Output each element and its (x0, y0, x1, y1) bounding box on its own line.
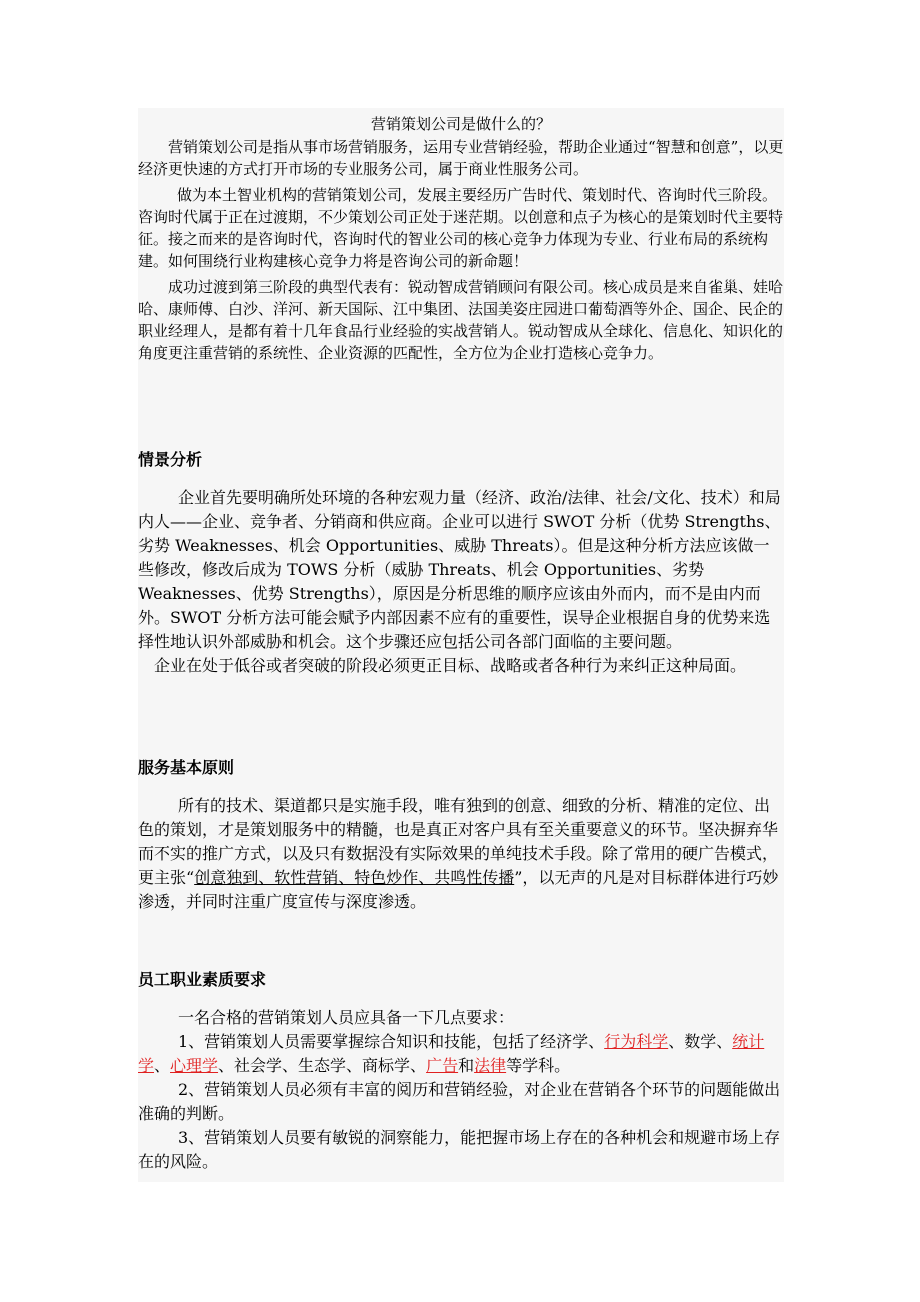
staff-requirements-section (138, 968, 784, 1174)
intro-paragraph-2: 做为本土智业机构的营销策划公司，发展主要经历广告时代、策划时代、咨询时代三阶段。咨询时代属于正在过渡期，不少策划公司正处于迷茫期。以创意和点子为核心的是策划时代主要特征。接之而来的是咨询时代，咨询时代的智业公司的核心竞争力体现为专业、行业布局的系统构建。如何围绕行业构建核心竞争力将是咨询公司的新命题！ (138, 186, 784, 270)
principles-text-before: 所有的技术、渠道都只是实施手段，唯有独到的创意、细致的分析、精准的定位、出色的策划，才是策划服务中的精髓，也是真正对客户具有至关重要意义的环节。坚决摒弃华而不实的推广方式，以及只有数据没有实际效果的单纯技术手段。除了常用的硬广告模式，更主张“ (138, 796, 779, 887)
principles-text-after: ”，以无声的凡是对目标群体进行巧妙渗透，并同时注重广度宣传与深度渗透。 (138, 868, 779, 911)
principles-link[interactable]: 创意独到、软性营销、特色炒作、共鸣性传播 (194, 868, 515, 887)
staff-item-1-separator: 、 (154, 1056, 171, 1075)
intro-paragraph-3: 成功过渡到第三阶段的典型代表有：锐动智成营销顾问有限公司。核心成员是来自雀巢、娃哈哈、康师傅、白沙、洋河、新天国际、江中集团、法国美姿庄园进口葡萄酒等外企、国企、民企的职业经理人，是都有着十几年食品行业经验的实战营销人。锐动智成从全球化、信息化、知识化的角度更注重营销的系统性、企业资源的匹配性，全方位为企业打造核心竞争力。 (138, 278, 784, 362)
principles-heading: 服务基本原则 (138, 758, 235, 777)
situation-body (138, 486, 784, 678)
staff-heading: 员工职业素质要求 (138, 970, 267, 989)
situation-heading: 情景分析 (138, 450, 203, 469)
staff-body (138, 1006, 784, 1174)
service-principles-section (138, 756, 784, 914)
principles-paragraph (138, 794, 784, 914)
intro-section (138, 136, 784, 368)
staff-item-1-text-d: 等学科。 (506, 1056, 571, 1075)
behavior-science-link[interactable]: 行为科学 (604, 1032, 669, 1051)
situation-analysis-section (138, 448, 784, 678)
staff-item-1-and: 和 (458, 1056, 475, 1075)
situation-paragraph-2: 企业在处于低谷或者突破的阶段必须更正目标、战略或者各种行为来纠正这种局面。 (154, 656, 747, 675)
staff-item-1-text-a: 1、营销策划人员需要掌握综合知识和技能，包括了经济学、 (178, 1032, 605, 1051)
situation-paragraph-1: 企业首先要明确所处环境的各种宏观力量（经济、政治/法律、社会/文化、技术）和局内人——企业、竞争者、分销商和供应商。企业可以进行 SWOT 分析（优势 Strengths、劣势 Weaknesses、机会 Opportunities、威胁 Threats）。但是这种分析方法应该做一些修改，修改后成为 TOWS 分析（威胁 Threats、机会 Opportunities、劣势 Weaknesses、优势 Strengths），原因是分析思维的顺序应该由外而内，而不是由内而外。SWOT 分析方法可能会赋予内部因素不应有的重要性，误导企业根据自身的优势来选择性地认识外部威胁和机会。这个步骤还应包括公司各部门面临的主要问题。 (138, 488, 781, 651)
statistics-link[interactable]: 统计学 (138, 1032, 765, 1075)
staff-lead: 一名合格的营销策划人员应具备一下几点要求： (178, 1008, 515, 1027)
psychology-link[interactable]: 心理学 (170, 1056, 219, 1075)
advertising-link[interactable]: 广告 (426, 1056, 459, 1075)
staff-item-3: 3、营销策划人员要有敏锐的洞察能力，能把握市场上存在的各种机会和规避市场上存在的风险。 (138, 1128, 781, 1171)
staff-item-2: 2、营销策划人员必须有丰富的阅历和营销经验，对企业在营销各个环节的问题能做出准确的判断。 (138, 1080, 781, 1123)
staff-item-1 (138, 1030, 784, 1078)
staff-item-1-text-b: 、数学、 (668, 1032, 733, 1051)
document-title: 营销策划公司是做什么的？ (370, 115, 551, 133)
intro-paragraph-1: 营销策划公司是指从事市场营销服务，运用专业营销经验，帮助企业通过“智慧和创意”，以更经济更快速的方式打开市场的专业服务公司，属于商业性服务公司。 (138, 138, 784, 178)
document-page (138, 108, 784, 1182)
law-link[interactable]: 法律 (474, 1056, 507, 1075)
staff-item-1-text-c: 、社会学、生态学、商标学、 (218, 1056, 427, 1075)
principles-body (138, 794, 784, 914)
